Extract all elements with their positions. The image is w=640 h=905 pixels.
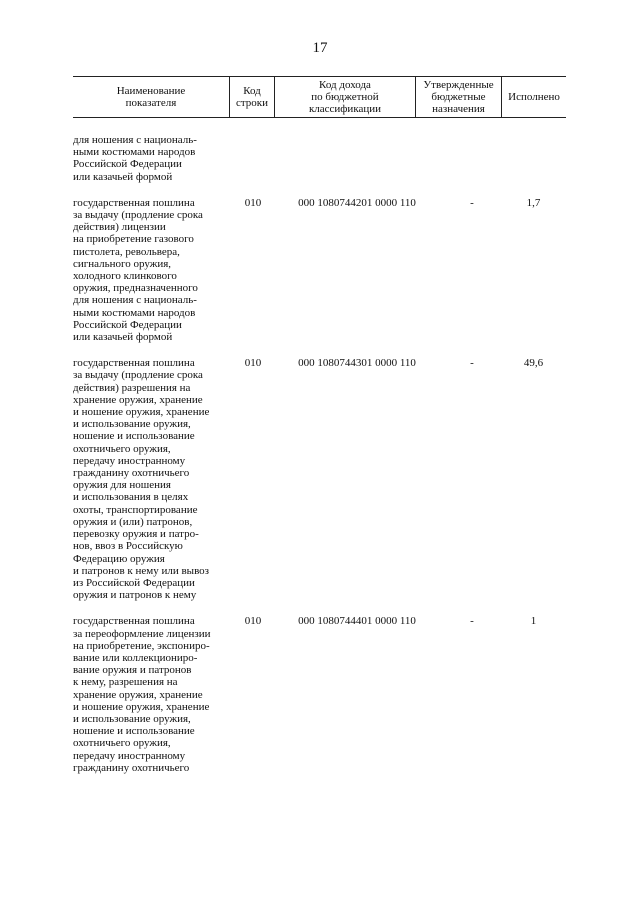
table-header [73,76,566,118]
row-income-code: 000 1080744301 0000 110 [298,357,416,370]
row-income-code: 000 1080744401 0000 110 [298,615,416,628]
row-code: 010 [244,615,262,628]
header-row-code: Код строки [229,77,274,117]
row-name: государственная пошлина за выдачу (продление срока действия) лицензии на приобретение газового пистолета, револьвера, сигнального оружия, холодного клинкового оружия, предназначенного для ношения с националь- ными костюмами народов Российской Федерации или казачьей формой [73,196,203,344]
table-body [73,134,566,788]
row-income-code: 000 1080744201 0000 110 [298,196,416,209]
row-approved: - [470,615,474,628]
table-row [73,197,566,343]
row-code: 010 [244,357,262,370]
row-done: 1 [530,615,537,628]
table-row [73,134,566,183]
row-name: для ношения с националь- ными костюмами народов Российской Федерации или казачьей формой [73,134,197,183]
header-done: Исполнено [501,77,566,117]
row-done: 1,7 [526,196,541,209]
table-row [73,615,566,774]
row-done: 49,6 [523,357,544,370]
header-income-code: Код дохода по бюджетной классификации [274,77,415,117]
row-approved: - [470,196,474,209]
row-code: 010 [244,196,262,209]
row-approved: - [470,357,474,370]
table-row [73,357,566,601]
row-name: государственная пошлина за переоформление лицензии на приобретение, экспониро- вание или коллекциониро- вание оружия и патронов к нему, разрешения на хранение оружия, хранение и ношение оружия, хранение и использование оружия, ношение и использование охотничьего оружия, передачу иностранному гражданину охотничьего [73,615,211,774]
header-name: Наименование показателя [116,85,186,109]
page-number: 17 [312,40,328,56]
header-approved: Утвержденные бюджетные назначения [415,77,501,117]
row-name: государственная пошлина за выдачу (продление срока действия) разрешения на хранение оружия, хранение и ношение оружия, хранение и использование оружия, ношение и использование охотничьего оружия, передачу иностранному гражданину охотничьего оружия для ношения и использования в целях охоты, транспортирование оружия и (или) патронов, перевозку оружия и патро- нов, ввоз в Российскую Федерацию оружия и патронов к нему или вывоз из Российской Федерации оружия и патронов к нему [73,357,210,602]
